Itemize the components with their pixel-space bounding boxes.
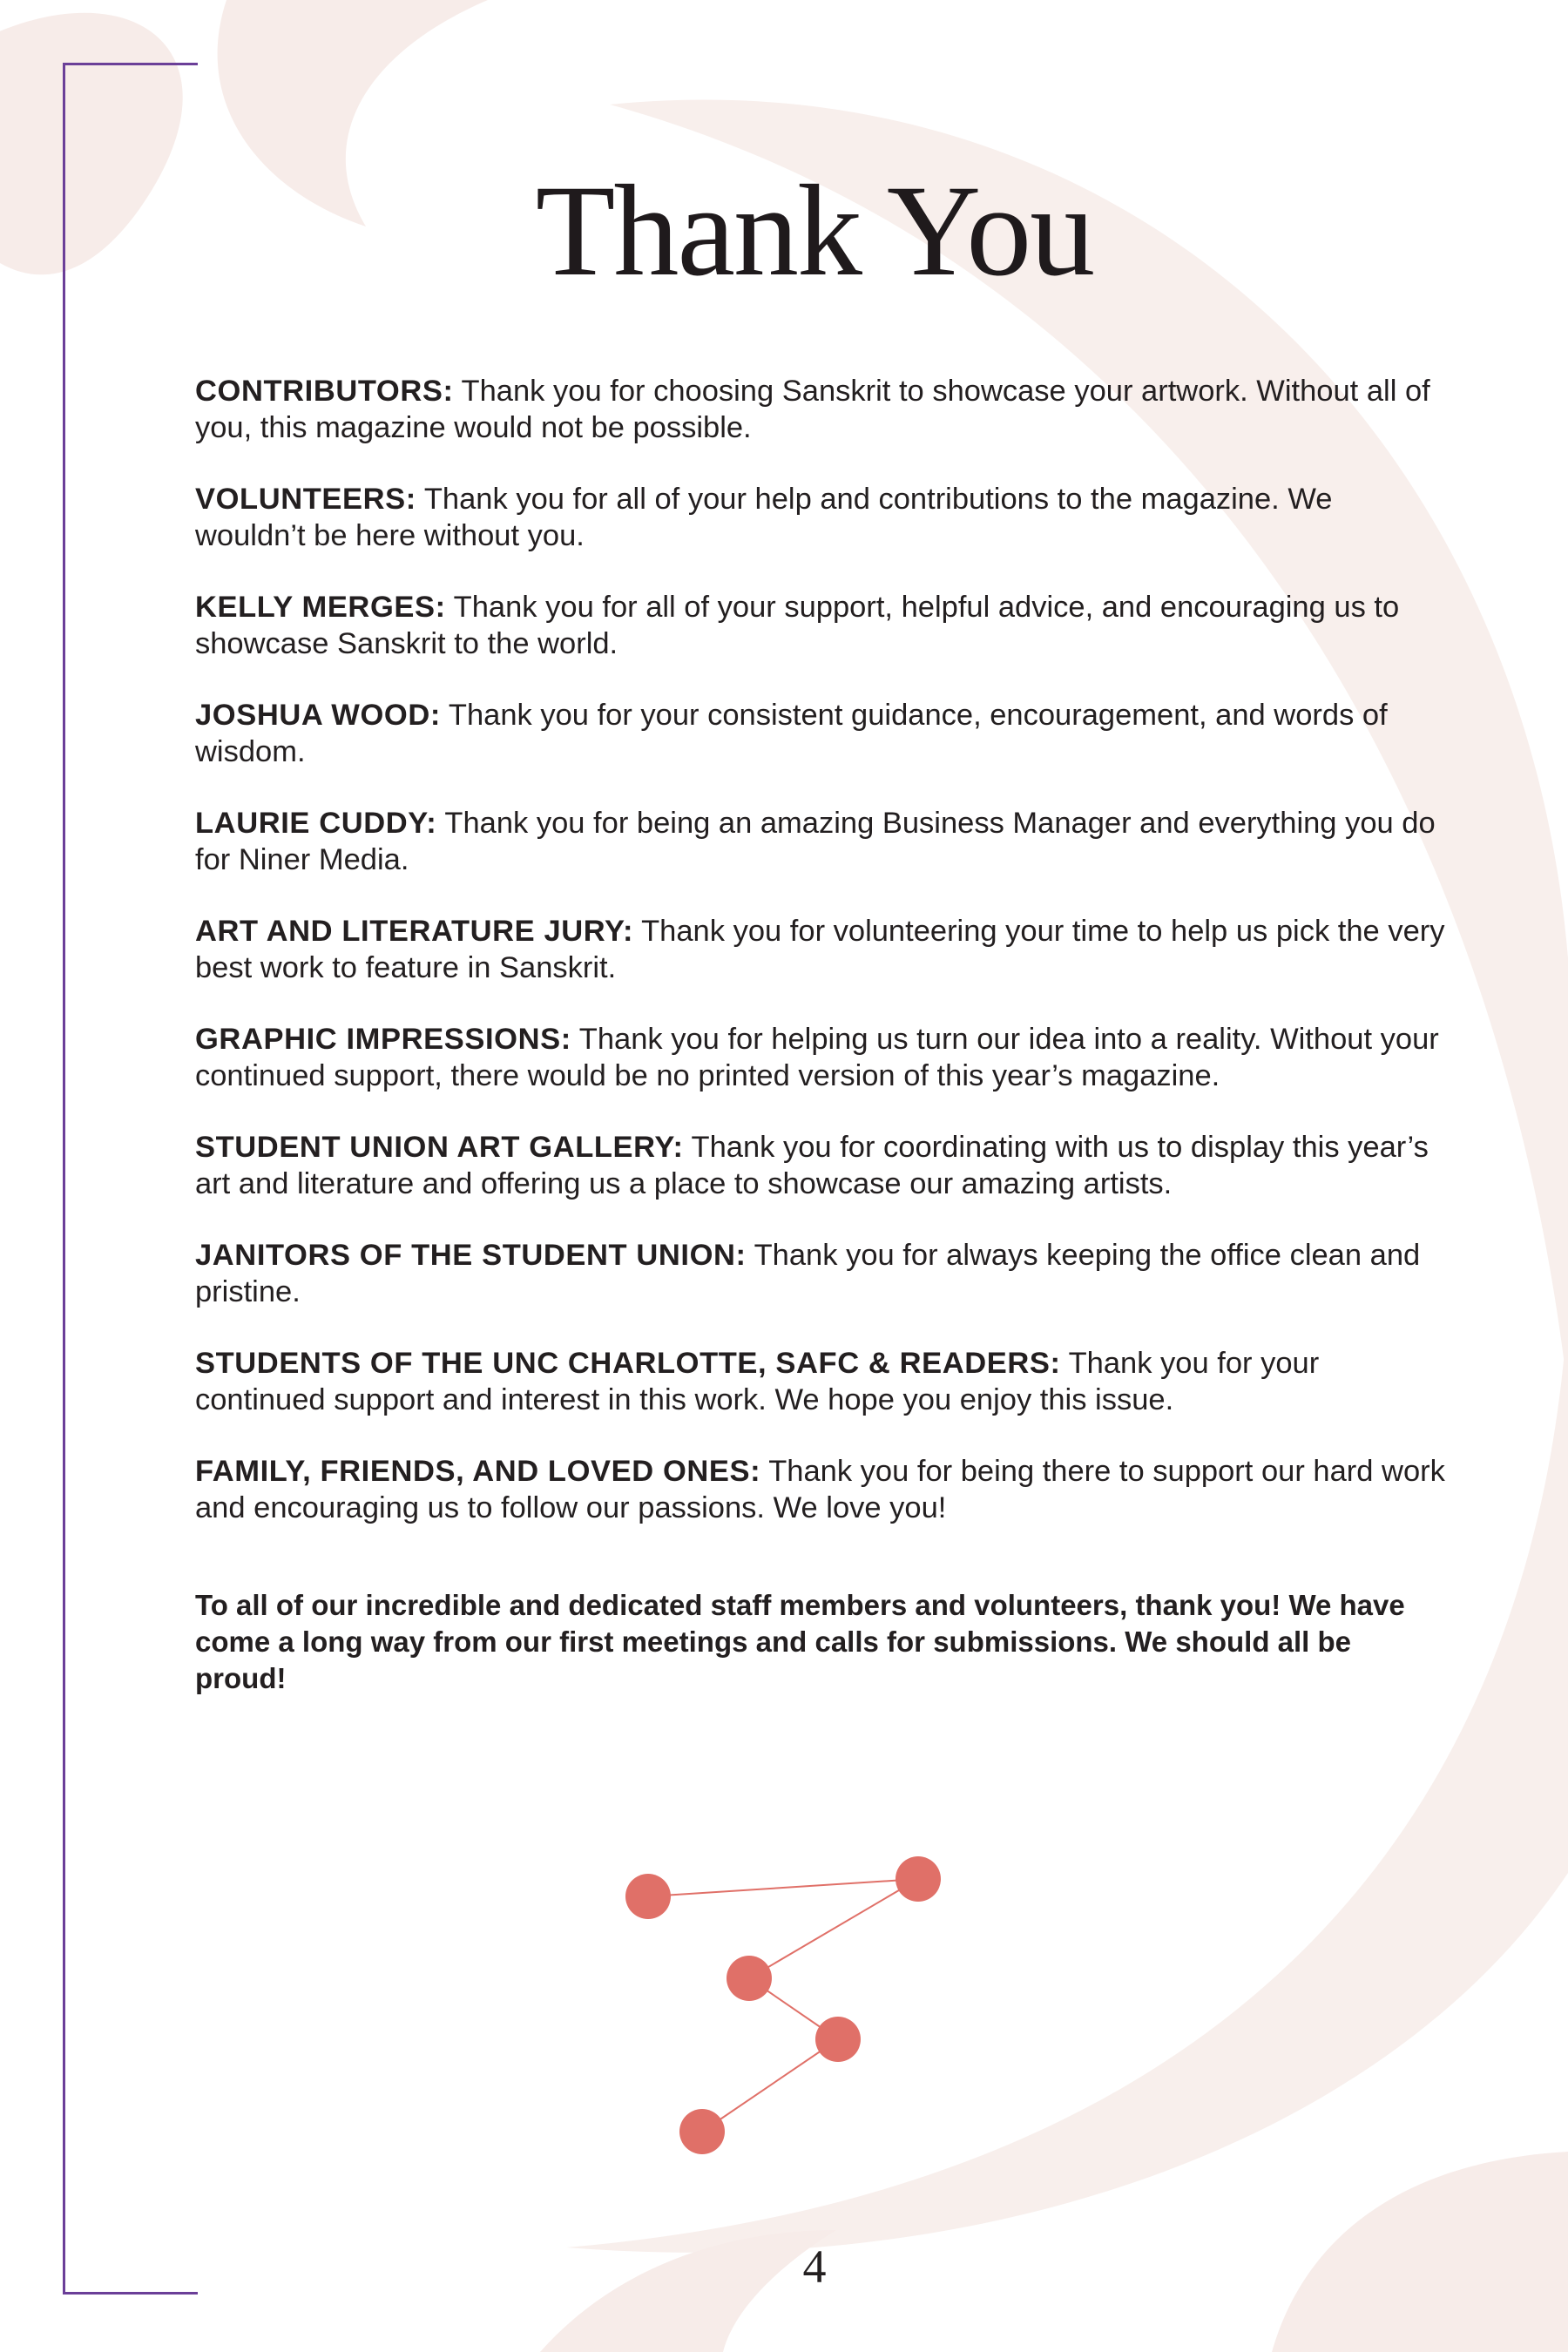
closing-message: To all of our incredible and dedicated staff members and volunteers, thank you! We have come a long way from our first meetings and calls for submissions. We should all be proud! [195, 1589, 1405, 1694]
entry-name: CONTRIBUTORS: [195, 375, 454, 408]
entry-text: Thank you for volunteering your time to help us pick the very best work to feature in Sanskrit. [195, 915, 1445, 984]
entry-art-literature-jury [195, 913, 1450, 986]
entry-joshua-wood [195, 697, 1450, 770]
entry-text: Thank you for choosing Sanskrit to showcase your artwork. Without all of you, this magazine would not be possible. [195, 375, 1430, 444]
entry-text: Thank you for being an amazing Business Manager and everything you do for Niner Media. [195, 807, 1436, 876]
page-number: 4 [802, 2240, 827, 2293]
entry-family-friends [195, 1453, 1450, 1526]
entry-graphic-impressions [195, 1021, 1450, 1094]
entry-name: FAMILY, FRIENDS, AND LOVED ONES: [195, 1455, 761, 1488]
node-dot [896, 1856, 941, 1902]
left-bracket-frame [63, 63, 198, 2295]
entry-name: KELLY MERGES: [195, 591, 446, 624]
connector-line [702, 2039, 838, 2132]
entry-students-readers [195, 1345, 1450, 1418]
node-dot [679, 2109, 725, 2154]
entry-name: JOSHUA WOOD: [195, 699, 441, 732]
entry-text: Thank you for coordinating with us to display this year’s art and literature and offering us a place to showcase our amazing artists. [195, 1131, 1429, 1200]
entry-volunteers [195, 481, 1450, 554]
page-title: Thank You [535, 159, 1094, 303]
node-dot [815, 2017, 861, 2062]
entry-text: Thank you for helping us turn our idea into a reality. Without your continued support, there would be no printed version of this year’s magazine. [195, 1023, 1439, 1092]
node-dot [625, 1874, 671, 1919]
entry-kelly-merges [195, 589, 1450, 662]
entry-contributors [195, 373, 1450, 446]
constellation-graphic [610, 1851, 958, 2165]
entry-name: STUDENTS OF THE UNC CHARLOTTE, SAFC & READERS: [195, 1347, 1061, 1380]
entry-text: Thank you for your continued support and interest in this work. We hope you enjoy this issue. [195, 1347, 1320, 1416]
entry-name: VOLUNTEERS: [195, 483, 416, 516]
entry-student-union-art-gallery [195, 1129, 1450, 1202]
entry-text: Thank you for all of your help and contributions to the magazine. We wouldn’t be here without you. [195, 483, 1333, 552]
entry-name: LAURIE CUDDY: [195, 807, 437, 840]
entry-text: Thank you for your consistent guidance, encouragement, and words of wisdom. [195, 699, 1388, 768]
acknowledgements [195, 373, 1450, 1726]
entry-laurie-cuddy [195, 805, 1450, 878]
node-dot [727, 1956, 772, 2001]
connector-line [648, 1879, 918, 1896]
entry-name: GRAPHIC IMPRESSIONS: [195, 1023, 571, 1056]
connector-line [749, 1879, 918, 1978]
entry-text: Thank you for being there to support our hard work and encouraging us to follow our passions. We love you! [195, 1455, 1445, 1524]
entry-janitors [195, 1237, 1450, 1310]
entry-name: ART AND LITERATURE JURY: [195, 915, 634, 948]
entry-name: JANITORS OF THE STUDENT UNION: [195, 1239, 747, 1272]
entry-text: Thank you for all of your support, helpful advice, and encouraging us to showcase Sanskrit to the world. [195, 591, 1400, 660]
entry-name: STUDENT UNION ART GALLERY: [195, 1131, 684, 1164]
entry-text: Thank you for always keeping the office clean and pristine. [195, 1239, 1421, 1308]
